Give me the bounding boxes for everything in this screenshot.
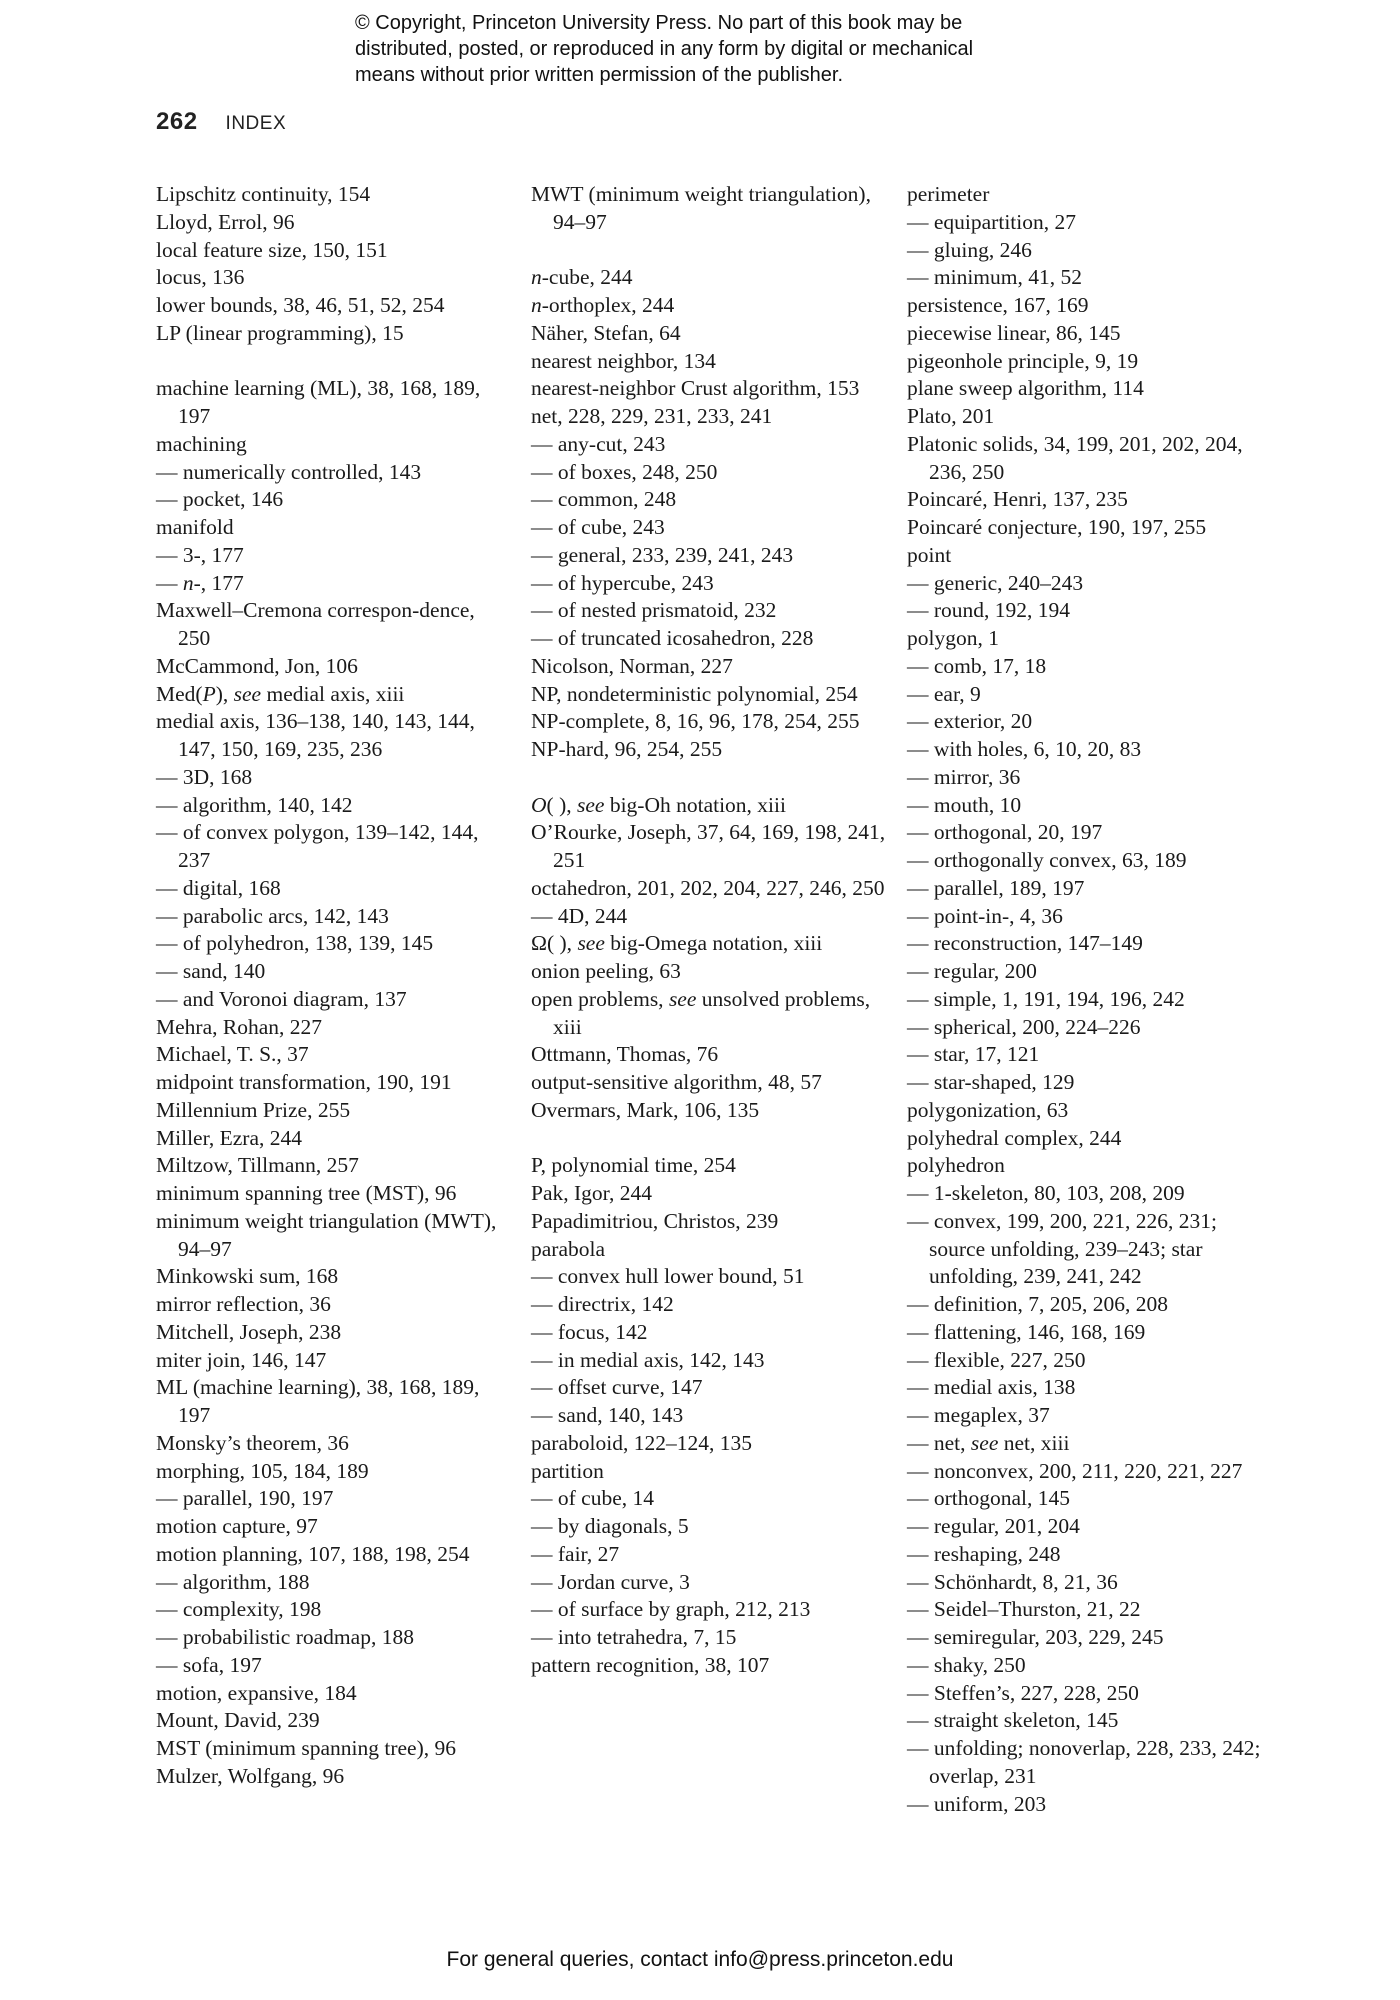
index-entry: n-orthoplex, 244 bbox=[531, 293, 675, 317]
index-entry: LP (linear programming), 15 bbox=[156, 320, 404, 345]
index-entry: — round, 192, 194 bbox=[907, 598, 1071, 623]
index-entry: — general, 233, 239, 241, 243 bbox=[531, 542, 794, 567]
page-header bbox=[156, 108, 286, 136]
index-entry: Millennium Prize, 255 bbox=[156, 1097, 351, 1122]
entry-spacer bbox=[531, 764, 886, 792]
index-entry: NP-complete, 8, 16, 96, 178, 254, 255 bbox=[531, 709, 860, 734]
footer-contact: For general queries, contact info@press.princeton.edu bbox=[446, 1948, 954, 1971]
index-entry: Mitchell, Joseph, 238 bbox=[156, 1319, 342, 1344]
index-entry: — in medial axis, 142, 143 bbox=[531, 1347, 765, 1372]
index-entry: — exterior, 20 bbox=[907, 709, 1033, 734]
index-entry: pigeonhole principle, 9, 19 bbox=[907, 348, 1139, 373]
index-entry: nearest-neighbor Crust algorithm, 153 bbox=[531, 376, 860, 401]
index-entry: Näher, Stefan, 64 bbox=[531, 320, 681, 345]
index-entry: NP, nondeterministic polynomial, 254 bbox=[531, 681, 858, 706]
index-entry: Papadimitriou, Christos, 239 bbox=[531, 1208, 779, 1233]
index-entry: Ω( ), see big-Omega notation, xiii bbox=[531, 931, 823, 956]
index-entry: — nonconvex, 200, 211, 220, 221, 227 bbox=[907, 1458, 1243, 1483]
index-entry: n-cube, 244 bbox=[531, 265, 633, 290]
index-entry: — n-, 177 bbox=[156, 570, 244, 595]
index-entry: — numerically controlled, 143 bbox=[156, 459, 422, 484]
index-entry: Ottmann, Thomas, 76 bbox=[531, 1042, 719, 1067]
index-entry: — of nested prismatoid, 232 bbox=[531, 598, 777, 623]
index-entry: — offset curve, 147 bbox=[531, 1375, 703, 1400]
index-entry: — 3D, 168 bbox=[156, 764, 253, 789]
index-entry: Miltzow, Tillmann, 257 bbox=[156, 1153, 359, 1178]
index-entry: — 4D, 244 bbox=[531, 903, 628, 928]
index-entry: local feature size, 150, 151 bbox=[156, 237, 388, 262]
entry-spacer bbox=[531, 237, 886, 265]
index-entry: O( ), see big-Oh notation, xiii bbox=[531, 792, 786, 817]
index-entry: — of truncated icosahedron, 228 bbox=[531, 626, 814, 650]
index-entry: motion capture, 97 bbox=[156, 1514, 318, 1538]
index-entry: — Schönhardt, 8, 21, 36 bbox=[907, 1569, 1118, 1594]
page-number: 262 bbox=[156, 108, 198, 135]
index-entry: Overmars, Mark, 106, 135 bbox=[531, 1097, 760, 1122]
index-entry: — algorithm, 140, 142 bbox=[156, 792, 353, 817]
index-entry: — 1-skeleton, 80, 103, 208, 209 bbox=[907, 1181, 1185, 1205]
index-entry: locus, 136 bbox=[156, 265, 245, 290]
index-entry: — equipartition, 27 bbox=[907, 209, 1076, 234]
index-entry: partition bbox=[531, 1458, 604, 1483]
index-entry: — orthogonal, 145 bbox=[907, 1486, 1071, 1511]
index-entry: onion peeling, 63 bbox=[531, 959, 681, 983]
index-entry: — shaky, 250 bbox=[907, 1652, 1026, 1677]
index-entry: morphing, 105, 184, 189 bbox=[156, 1458, 369, 1483]
entry-spacer bbox=[531, 1125, 886, 1153]
index-entry: — definition, 7, 205, 206, 208 bbox=[907, 1292, 1168, 1316]
index-entry: — semiregular, 203, 229, 245 bbox=[907, 1625, 1164, 1649]
index-entry: parabola bbox=[531, 1236, 606, 1261]
copyright-line: © Copyright, Princeton University Press. No part of this book may be bbox=[355, 12, 963, 34]
index-entry: nearest neighbor, 134 bbox=[531, 348, 716, 373]
index-entry: — sand, 140, 143 bbox=[531, 1403, 684, 1427]
index-entry: Platonic solids, 34, 199, 201, 202, 204, 236, 250 bbox=[907, 431, 1243, 484]
index-entry: — Steffen’s, 227, 228, 250 bbox=[907, 1680, 1139, 1705]
index-entry: NP-hard, 96, 254, 255 bbox=[531, 737, 723, 761]
index-entry: — spherical, 200, 224–226 bbox=[907, 1014, 1141, 1039]
index-entry: Lipschitz continuity, 154 bbox=[156, 182, 371, 206]
index-entry: — of convex polygon, 139–142, 144, 237 bbox=[156, 820, 479, 872]
index-entry: midpoint transformation, 190, 191 bbox=[156, 1070, 452, 1094]
index-entry: Minkowski sum, 168 bbox=[156, 1264, 339, 1289]
copyright-line: distributed, posted, or reproduced in any form by digital or mechanical bbox=[355, 38, 974, 60]
index-entry: — 3-, 177 bbox=[156, 542, 244, 567]
index-entry: Mount, David, 239 bbox=[156, 1708, 320, 1733]
index-entry: McCammond, Jon, 106 bbox=[156, 653, 358, 678]
index-entry: Plato, 201 bbox=[907, 404, 995, 428]
index-entry: — comb, 17, 18 bbox=[907, 653, 1047, 678]
index-entry: — of cube, 243 bbox=[531, 515, 665, 539]
index-entry: lower bounds, 38, 46, 51, 52, 254 bbox=[156, 293, 445, 317]
index-entry: polygonization, 63 bbox=[907, 1097, 1069, 1122]
index-entry: — common, 248 bbox=[531, 487, 677, 512]
index-entry: ML (machine learning), 38, 168, 189, 197 bbox=[156, 1375, 480, 1427]
index-entry: — Seidel–Thurston, 21, 22 bbox=[907, 1597, 1141, 1622]
index-entry: — digital, 168 bbox=[156, 875, 281, 900]
index-entry: — flattening, 146, 168, 169 bbox=[907, 1319, 1146, 1344]
index-entry: perimeter bbox=[907, 182, 990, 206]
index-column-1 bbox=[156, 181, 511, 1791]
index-entry: — minimum, 41, 52 bbox=[907, 265, 1082, 290]
index-entry: mirror reflection, 36 bbox=[156, 1292, 331, 1316]
index-entry: — directrix, 142 bbox=[531, 1292, 674, 1316]
index-entry: — by diagonals, 5 bbox=[531, 1514, 689, 1538]
index-entry: Maxwell–Cremona correspon-dence, 250 bbox=[156, 598, 475, 650]
index-entry: — focus, 142 bbox=[531, 1319, 648, 1344]
index-entry: — any-cut, 243 bbox=[531, 431, 666, 456]
index-entry: — mouth, 10 bbox=[907, 792, 1022, 817]
index-column-2 bbox=[531, 181, 886, 1680]
index-entry: Poincaré conjecture, 190, 197, 255 bbox=[907, 515, 1207, 539]
index-entry: — pocket, 146 bbox=[156, 487, 284, 512]
index-entry: — and Voronoi diagram, 137 bbox=[156, 986, 407, 1011]
index-entry: — net, see net, xiii bbox=[907, 1430, 1070, 1455]
index-entry: Poincaré, Henri, 137, 235 bbox=[907, 487, 1128, 512]
index-entry: — of hypercube, 243 bbox=[531, 570, 714, 595]
index-entry: Monsky’s theorem, 36 bbox=[156, 1430, 349, 1455]
index-entry: — uniform, 203 bbox=[907, 1791, 1047, 1816]
index-entry: — simple, 1, 191, 194, 196, 242 bbox=[907, 986, 1185, 1011]
index-entry: — regular, 201, 204 bbox=[907, 1514, 1080, 1538]
index-entry: — parallel, 190, 197 bbox=[156, 1486, 334, 1511]
index-entry: — parallel, 189, 197 bbox=[907, 875, 1085, 900]
index-entry: machine learning (ML), 38, 168, 189, 197 bbox=[156, 376, 481, 428]
index-entry: — with holes, 6, 10, 20, 83 bbox=[907, 737, 1142, 761]
index-entry: — star-shaped, 129 bbox=[907, 1070, 1075, 1094]
index-entry: — gluing, 246 bbox=[907, 237, 1032, 262]
index-entry: persistence, 167, 169 bbox=[907, 293, 1089, 317]
index-entry: motion planning, 107, 188, 198, 254 bbox=[156, 1541, 470, 1566]
index-entry: Lloyd, Errol, 96 bbox=[156, 209, 295, 234]
index-entry: polyhedral complex, 244 bbox=[907, 1125, 1122, 1150]
index-entry: — fair, 27 bbox=[531, 1541, 620, 1566]
index-entry: — of surface by graph, 212, 213 bbox=[531, 1597, 811, 1622]
index-entry: — orthogonally convex, 63, 189 bbox=[907, 848, 1187, 872]
index-entry: motion, expansive, 184 bbox=[156, 1680, 357, 1705]
index-entry: Mulzer, Wolfgang, 96 bbox=[156, 1763, 345, 1788]
index-entry: — parabolic arcs, 142, 143 bbox=[156, 903, 389, 928]
index-entry: point bbox=[907, 542, 952, 567]
index-entry: output-sensitive algorithm, 48, 57 bbox=[531, 1070, 822, 1094]
index-entry: MST (minimum spanning tree), 96 bbox=[156, 1736, 456, 1760]
index-entry: polyhedron bbox=[907, 1153, 1005, 1178]
index-entry: — convex hull lower bound, 51 bbox=[531, 1264, 805, 1289]
index-entry: — of boxes, 248, 250 bbox=[531, 459, 718, 484]
index-entry: Pak, Igor, 244 bbox=[531, 1181, 652, 1205]
index-column-3 bbox=[907, 181, 1262, 1818]
index-entry: — generic, 240–243 bbox=[907, 570, 1084, 595]
index-entry: — straight skeleton, 145 bbox=[907, 1708, 1119, 1733]
index-entry: polygon, 1 bbox=[907, 626, 999, 650]
index-entry: — reconstruction, 147–149 bbox=[907, 931, 1143, 956]
index-entry: P, polynomial time, 254 bbox=[531, 1153, 736, 1178]
index-entry: — reshaping, 248 bbox=[907, 1541, 1061, 1566]
copyright-notice bbox=[355, 10, 1115, 88]
index-entry: — algorithm, 188 bbox=[156, 1569, 310, 1594]
index-entry: — ear, 9 bbox=[907, 681, 981, 706]
index-entry: octahedron, 201, 202, 204, 227, 246, 250 bbox=[531, 875, 885, 900]
index-entry: — mirror, 36 bbox=[907, 764, 1021, 789]
index-entry: — convex, 199, 200, 221, 226, 231; source unfolding, 239–243; star unfolding, 239, 241, 242 bbox=[907, 1208, 1217, 1289]
index-entry: — flexible, 227, 250 bbox=[907, 1347, 1086, 1372]
index-entry: miter join, 146, 147 bbox=[156, 1347, 327, 1372]
index-entry: — probabilistic roadmap, 188 bbox=[156, 1625, 414, 1649]
index-entry: Nicolson, Norman, 227 bbox=[531, 653, 733, 678]
index-entry: O’Rourke, Joseph, 37, 64, 169, 198, 241, 251 bbox=[531, 820, 886, 872]
copyright-line: means without prior written permission of the publisher. bbox=[355, 64, 844, 86]
index-entry: Michael, T. S., 37 bbox=[156, 1042, 309, 1067]
index-entry: — sofa, 197 bbox=[156, 1652, 262, 1677]
index-entry: — regular, 200 bbox=[907, 959, 1037, 983]
index-entry: machining bbox=[156, 431, 247, 456]
index-entry: pattern recognition, 38, 107 bbox=[531, 1652, 770, 1677]
index-entry: — megaplex, 37 bbox=[907, 1403, 1050, 1427]
index-entry: open problems, see unsolved problems, xiii bbox=[531, 986, 871, 1039]
index-entry: manifold bbox=[156, 515, 234, 539]
index-entry: MWT (minimum weight triangulation), 94–97 bbox=[531, 182, 871, 234]
index-entry: plane sweep algorithm, 114 bbox=[907, 376, 1144, 401]
index-entry: Mehra, Rohan, 227 bbox=[156, 1014, 322, 1039]
index-entry: Med(P), see medial axis, xiii bbox=[156, 681, 405, 706]
index-entry: Miller, Ezra, 244 bbox=[156, 1125, 303, 1150]
index-entry: — sand, 140 bbox=[156, 959, 266, 983]
index-entry: medial axis, 136–138, 140, 143, 144, 147, 150, 169, 235, 236 bbox=[156, 709, 475, 761]
index-entry: net, 228, 229, 231, 233, 241 bbox=[531, 404, 773, 428]
index-entry: minimum spanning tree (MST), 96 bbox=[156, 1181, 457, 1205]
index-entry: — unfolding; nonoverlap, 228, 233, 242; overlap, 231 bbox=[907, 1736, 1261, 1788]
index-entry: piecewise linear, 86, 145 bbox=[907, 320, 1121, 345]
index-entry: minimum weight triangulation (MWT), 94–97 bbox=[156, 1208, 497, 1261]
index-entry: — point-in-, 4, 36 bbox=[907, 903, 1063, 928]
index-entry: — star, 17, 121 bbox=[907, 1042, 1040, 1067]
entry-spacer bbox=[156, 348, 511, 376]
running-head: INDEX bbox=[225, 113, 287, 134]
index-entry: — Jordan curve, 3 bbox=[531, 1569, 690, 1594]
index-entry: paraboloid, 122–124, 135 bbox=[531, 1430, 752, 1455]
index-entry: — of cube, 14 bbox=[531, 1486, 654, 1511]
index-entry: — of polyhedron, 138, 139, 145 bbox=[156, 931, 434, 956]
index-entry: — medial axis, 138 bbox=[907, 1375, 1076, 1400]
index-entry: — orthogonal, 20, 197 bbox=[907, 820, 1103, 845]
index-entry: — complexity, 198 bbox=[156, 1597, 322, 1622]
index-entry: — into tetrahedra, 7, 15 bbox=[531, 1625, 737, 1649]
